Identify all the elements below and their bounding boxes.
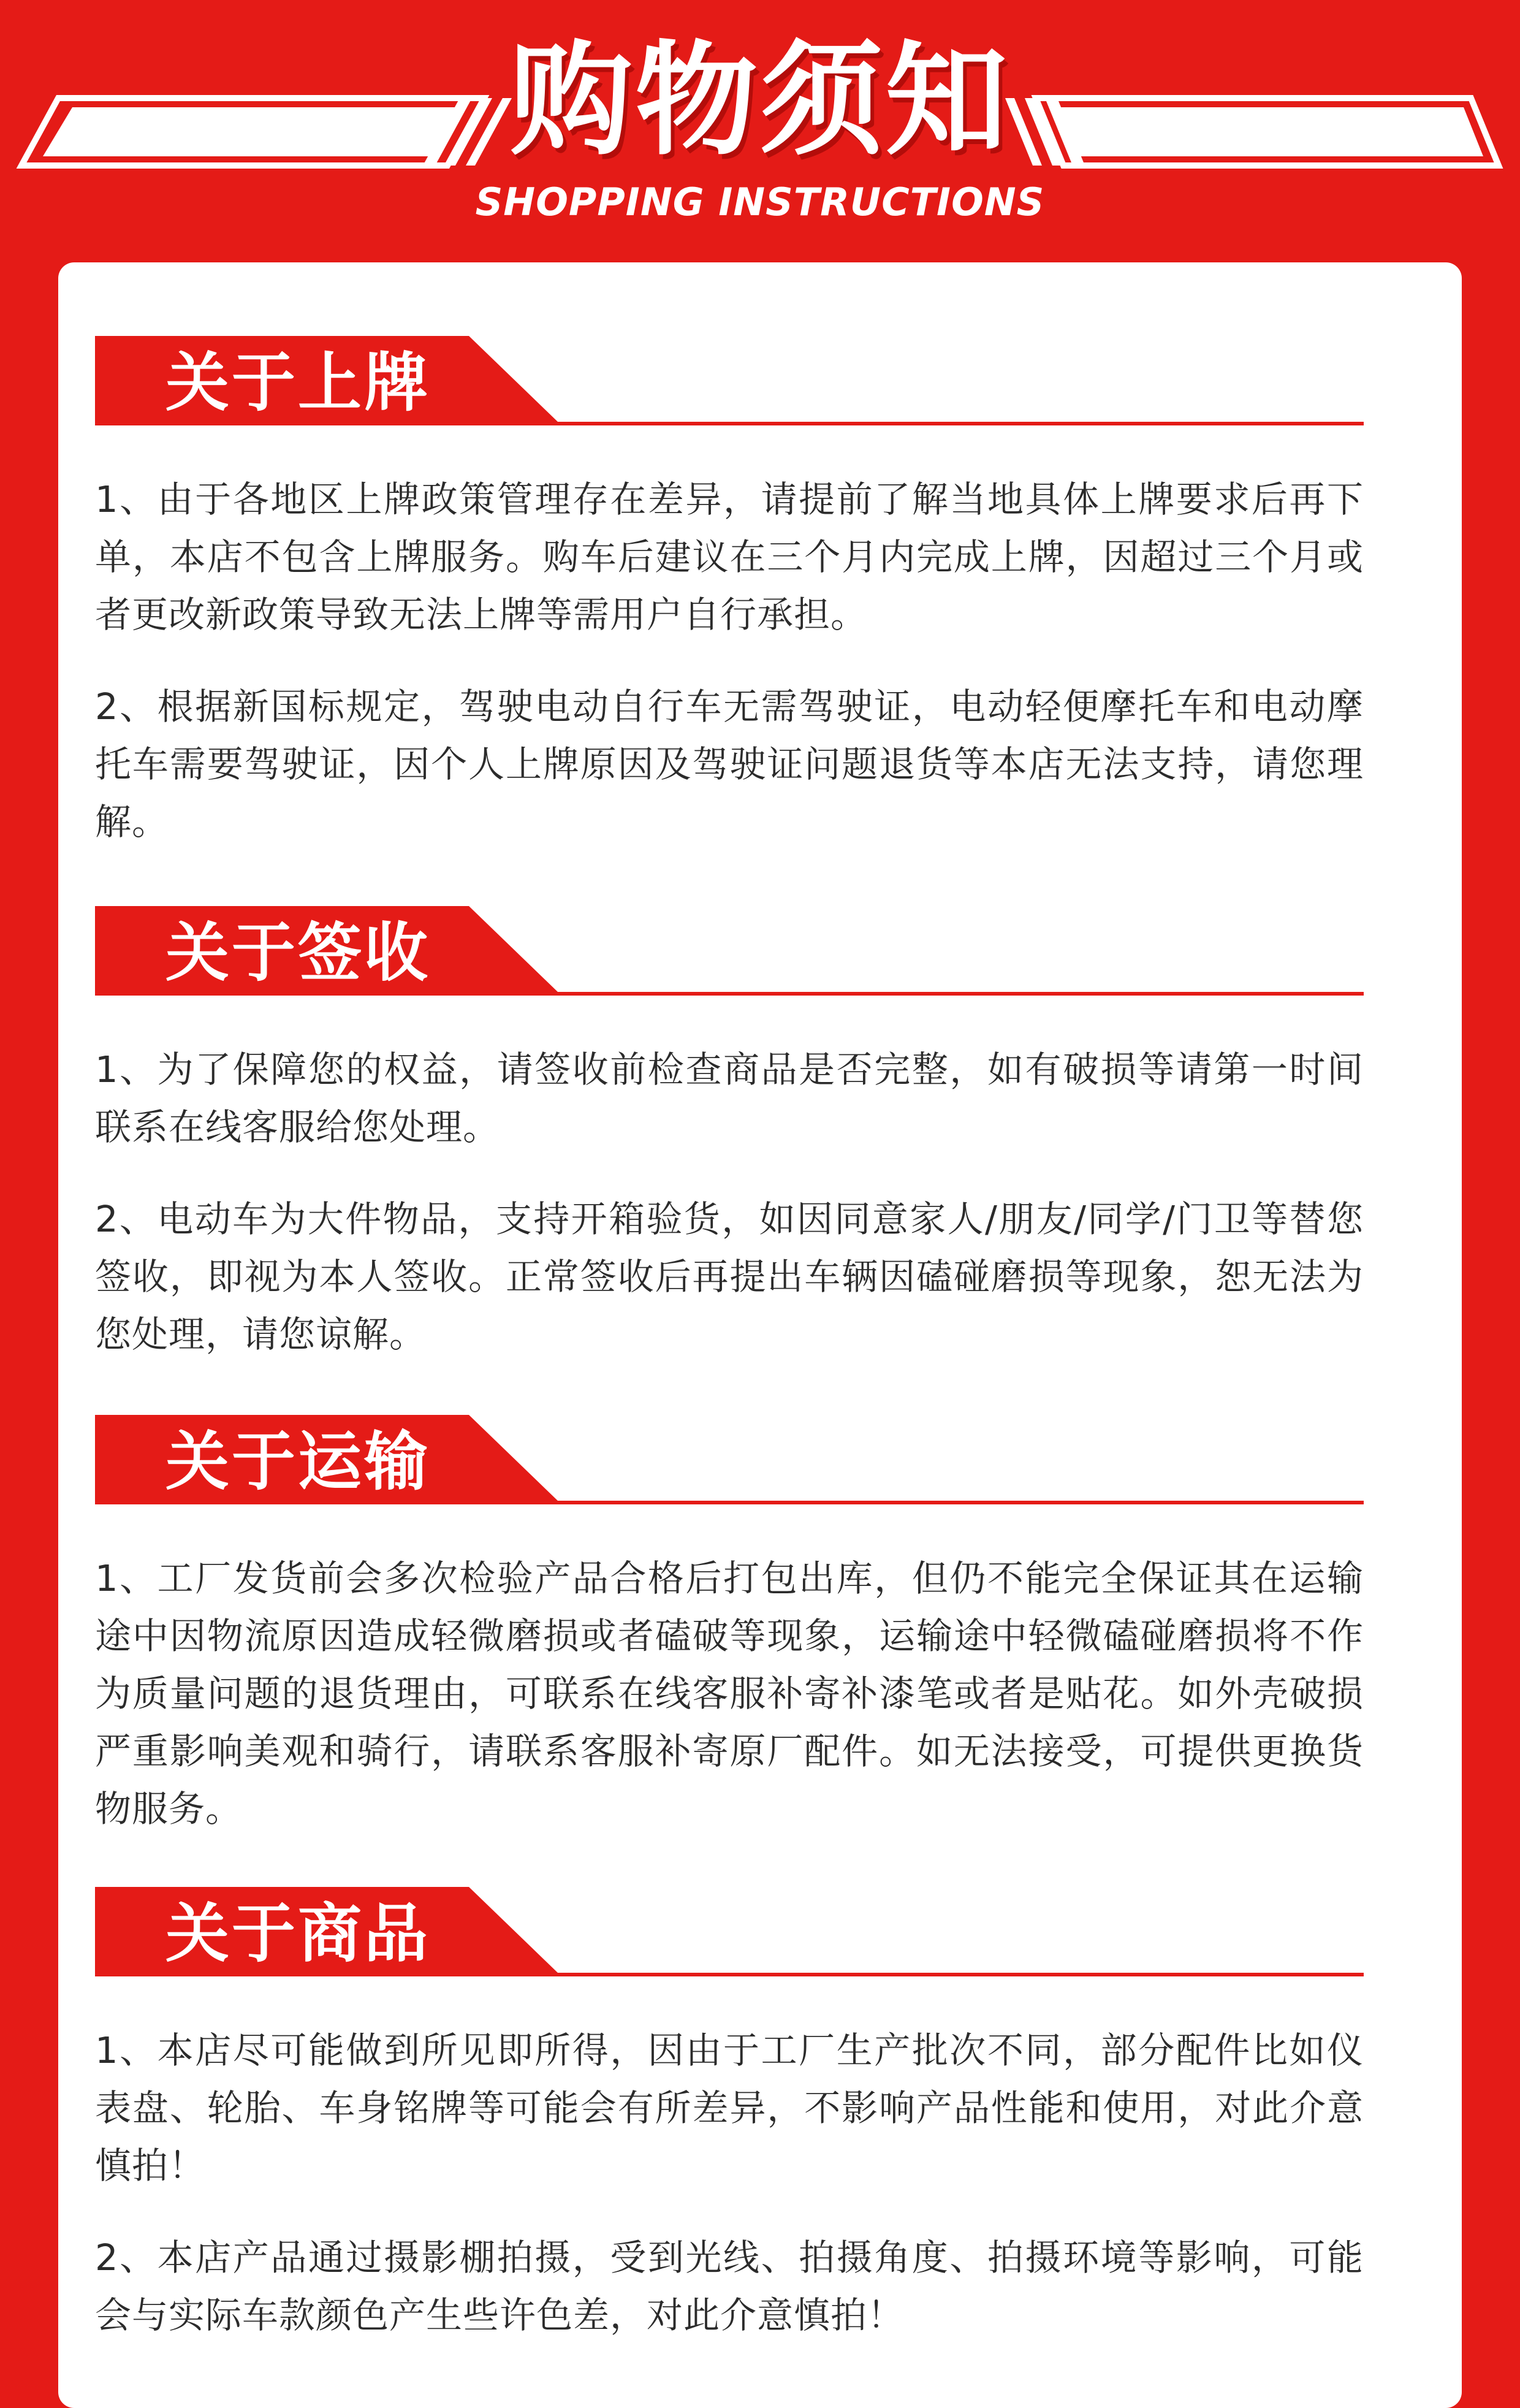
paragraph: 2、根据新国标规定，驾驶电动自行车无需驾驶证，电动轻便摩托车和电动摩托车需要驾驶证，因个人上牌原因及驾驶证问题退货等本店无法支持，请您理解。 <box>95 685 1364 843</box>
section-heading <box>95 336 1364 429</box>
section-title: 关于运输 <box>165 1424 431 1499</box>
paragraph: 2、电动车为大件物品，支持开箱验货，如因同意家人/朋友/同学/门卫等替您签收，即视为本人签收。正常签收后再提出车辆因磕碰磨损等现象，恕无法为您处理，请您谅解。 <box>95 1198 1364 1355</box>
section-heading <box>95 1887 1364 1980</box>
section-heading <box>95 906 1364 999</box>
section-title: 关于上牌 <box>165 345 431 420</box>
paragraph: 2、本店产品通过摄影棚拍摄，受到光线、拍摄角度、拍摄环境等影响，可能会与实际车款颜色产生些许色差，对此介意慎拍！ <box>95 2236 1364 2336</box>
page-title: 购物须知 <box>509 29 1010 172</box>
section-heading <box>95 1415 1364 1508</box>
section-title: 关于商品 <box>165 1896 431 1971</box>
page-header <box>0 0 1520 264</box>
paragraph: 1、本店尽可能做到所见即所得，因由于工厂生产批次不同，部分配件比如仪表盘、轮胎、车身铭牌等可能会有所差异，不影响产品性能和使用，对此介意慎拍！ <box>95 2029 1364 2187</box>
section-shipping <box>95 1415 1364 1838</box>
paragraph: 1、工厂发货前会多次检验产品合格后打包出库，但仍不能完全保证其在运输途中因物流原因造成轻微磨损或者磕破等现象，运输途中轻微磕碰磨损将不作为质量问题的退货理由，可联系在线客服补寄补漆笔或者是贴花。如外壳破损严重影响美观和骑行，请联系客服补寄原厂配件。如无法接受，可提供更换货物服务。 <box>95 1557 1364 1830</box>
section-plate <box>95 336 1364 851</box>
paragraph: 1、由于各地区上牌政策管理存在差异，请提前了解当地具体上牌要求后再下单，本店不包含上牌服务。购车后建议在三个月内完成上牌，因超过三个月或者更改新政策导致无法上牌等需用户自行承担。 <box>95 478 1364 636</box>
paragraph: 1、为了保障您的权益，请签收前检查商品是否完整，如有破损等请第一时间联系在线客服给您处理。 <box>95 1048 1364 1148</box>
section-title: 关于签收 <box>165 915 431 990</box>
page-subtitle: SHOPPING INSTRUCTIONS <box>475 180 1045 224</box>
section-signing <box>95 906 1364 1363</box>
section-product <box>95 1887 1364 2344</box>
